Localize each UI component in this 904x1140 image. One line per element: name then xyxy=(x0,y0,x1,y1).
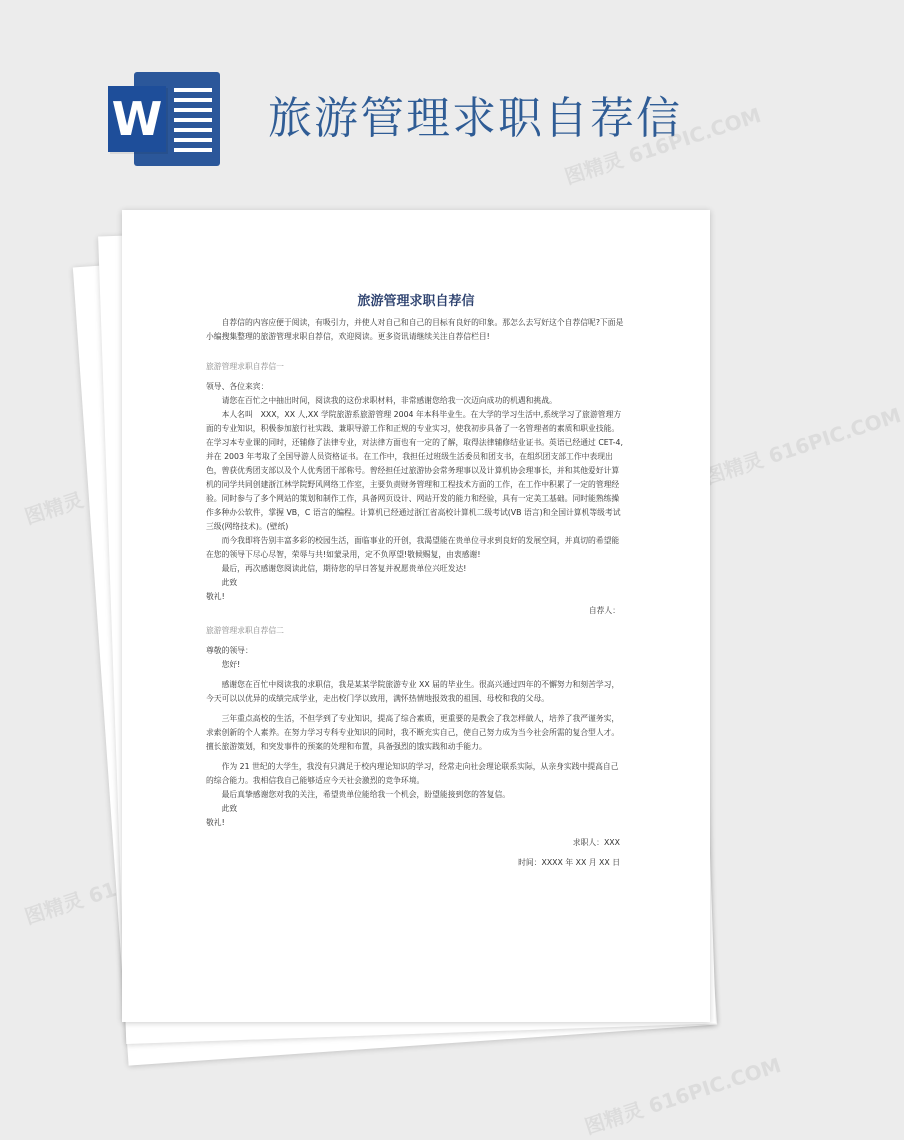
letter1-paragraph: 本人名叫 XXX，XX 人,XX 学院旅游系旅游管理 2004 年本科毕业生。在大学的学习生活中,系统学习了旅游管理方面的专业知识，积极参加旅行社实践、兼职导游工作和正规的专业实习，使我初步具备了一名管理者的素质和职业技能。在学习本专业课的同时，还辅修了法律专业，对法律方面也有一定的了解，取得法律辅修结业证书。英语已经通过 CET-4,并在 2003 年考取了全国导游人员资格证书。在工作中，我担任过班级生活委员和团支书，在组织团支部工作中表现出色，曾获优秀团支部以及个人优秀团干部称号。曾经担任过旅游协会常务理事以及计算机协会理事长，并和其他爱好计算机的同学共同创建浙江林学院野风网络工作室，主要负责财务管理和工程技术方面的工作，在工作中积累了一定的管理经验。同时参与了多个网站的策划和制作工作，具备网页设计、网站开发的能力和经验，具有一定美工基础。同时能熟练操作多种办公软件，掌握 VB，C 语言的编程。计算机已经通过浙江省高校计算机二级考试(VB 语言)和全国计算机等级考试三级(网络技术)。(壁纸) xyxy=(206,410,623,531)
letter2-signature: 求职人：XXX xyxy=(572,838,620,847)
watermark: 图精灵 616PIC.COM xyxy=(701,402,904,489)
letter1-paragraph: 请您在百忙之中抽出时间，阅读我的这份求职材料，非常感谢您给我一次迈向成功的机遇和挑战。 xyxy=(221,396,557,405)
letter2-regards: 敬礼! xyxy=(206,818,225,827)
word-letter: W xyxy=(108,86,166,152)
letter1-paragraph: 而今我即将告别丰富多彩的校园生活，面临事业的开创，我渴望能在贵单位寻求到良好的发展空间，并真切的希望能在您的领导下尽心尽智，荣辱与共!如蒙录用，定不负厚望!敬候赐复，由衷感谢! xyxy=(206,536,620,559)
letter1-label: 旅游管理求职自荐信一 xyxy=(206,362,284,371)
banner-title: 旅游管理求职自荐信 xyxy=(268,93,682,144)
letter2-paragraph: 感谢您在百忙中阅读我的求职信，我是某某学院旅游专业 XX 届的毕业生。很高兴通过四年的不懈努力和刻苦学习，今天可以以优异的成绩完成学业，走出校门学以致用，满怀热情地报效我的祖国、母校和我的父母。 xyxy=(206,680,620,703)
watermark: 图精灵 616PIC.COM xyxy=(581,1052,784,1139)
letter2-closing: 此致 xyxy=(221,804,238,813)
letter2-paragraph: 最后真挚感谢您对我的关注，希望贵单位能给我一个机会，盼望能接到您的答复信。 xyxy=(221,790,511,799)
word-doc-icon xyxy=(108,72,220,166)
document-title: 旅游管理求职自荐信 xyxy=(357,294,475,309)
document-body xyxy=(206,316,624,870)
document-page xyxy=(122,210,710,1022)
letter1-signature: 自荐人： xyxy=(588,606,620,615)
banner xyxy=(0,0,800,200)
letter2-date: 时间：XXXX 年 XX 月 XX 日 xyxy=(518,858,620,867)
letter2-greeting: 您好! xyxy=(221,660,241,669)
letter2-paragraph: 作为 21 世纪的大学生，我没有只满足于校内理论知识的学习，经常走向社会理论联系实际，从亲身实践中提高自己的综合能力。我相信我自己能够适应今天社会激烈的竞争环境。 xyxy=(206,762,619,785)
intro-paragraph: 自荐信的内容应便于阅读，有吸引力，并使人对自己和自己的目标有良好的印象。那怎么去写好这个自荐信呢?下面是小编搜集整理的旅游管理求职自荐信，欢迎阅读。更多资讯请继续关注自荐信栏目! xyxy=(206,318,624,341)
letter2-salutation: 尊敬的领导： xyxy=(206,646,253,655)
letter2-paragraph: 三年重点高校的生活，不但学到了专业知识，提高了综合素质，更重要的是教会了我怎样做人，培养了我严谨务实，求索创新的个人素养。在努力学习专科专业知识的同时，我不断充实自己，使自己努力成为当今社会所需的复合型人才。擅长旅游策划，和突发事件的预案的处理和布置，具备强烈的饿实践和动手能力。 xyxy=(206,714,620,751)
letter1-closing: 此致 xyxy=(221,578,238,587)
letter1-paragraph: 最后，再次感谢您阅读此信，期待您的早日答复并祝愿贵单位兴旺发达! xyxy=(221,564,467,573)
letter1-salutation: 领导、各位来宾： xyxy=(206,382,269,391)
watermark: 图精灵 xyxy=(21,887,87,929)
watermark: 图精灵 xyxy=(21,487,87,529)
watermark: 图精灵 616PIC.COM xyxy=(561,102,764,189)
letter2-label: 旅游管理求职自荐信二 xyxy=(206,626,284,635)
letter1-regards: 敬礼! xyxy=(206,592,225,601)
